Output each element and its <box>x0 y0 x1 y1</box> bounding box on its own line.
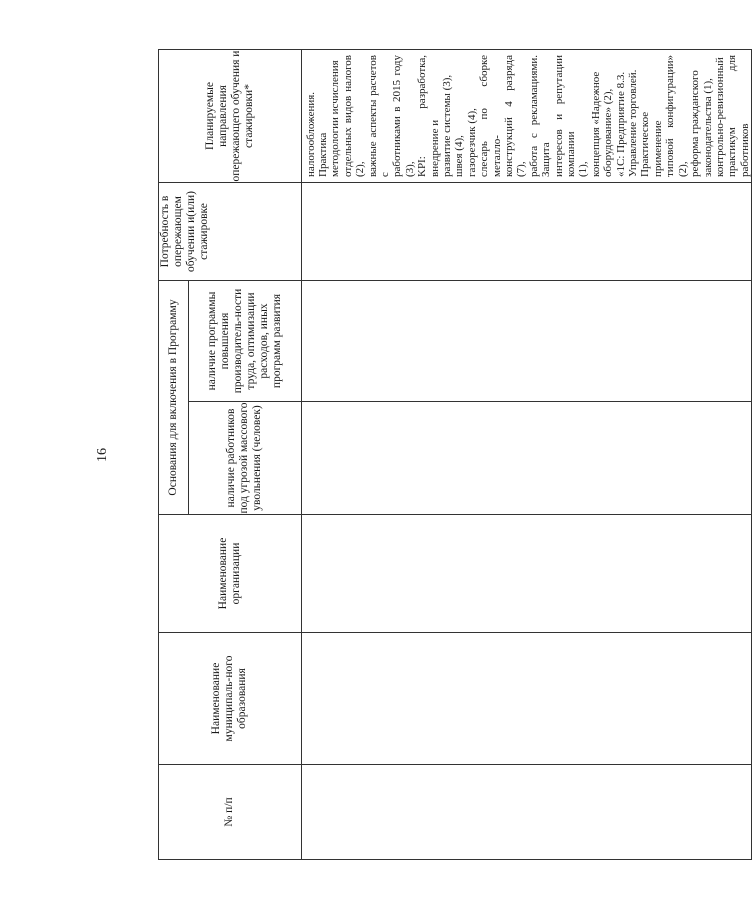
directions-line: реформа гражданского <box>689 70 702 177</box>
directions-line: практикум для работников <box>726 55 751 177</box>
directions-line: (1), <box>577 161 590 177</box>
cell-municipality <box>301 633 752 765</box>
directions-line: «1С: Предприятие 8.3. <box>614 71 627 177</box>
page-number: 16 <box>95 448 110 462</box>
directions-line: законодательства (1), <box>701 78 714 177</box>
header-municipality: Наименование муниципаль-ного образования <box>158 633 301 765</box>
header-directions: Планируемые направления опережающего обучения и стажировки* <box>158 50 301 183</box>
directions-line: интересов и репутации компании <box>552 55 578 177</box>
directions-line: конструкций 4 разряда (7), <box>503 55 528 177</box>
directions-line: важные аспекты расчетов с <box>366 55 391 177</box>
directions-line: концепция «Надежное <box>589 71 602 177</box>
header-basis-programs: наличие программы повышения производитель-ности труда, оптимизации расходов, иных программ развития <box>188 281 301 402</box>
directions-line: Практическое применение <box>639 111 664 177</box>
directions-line: развитие системы (3), <box>440 74 453 177</box>
directions-line: KPI: разработка, внедрение и <box>416 55 441 177</box>
directions-line: слесарь по сборке металло- <box>478 55 503 177</box>
cell-basis-programs <box>301 281 752 402</box>
directions-line: методологии исчисления <box>329 60 342 177</box>
directions-line: налогообложения. Практика <box>304 91 329 177</box>
cell-organization <box>301 515 752 633</box>
header-number: № п/п <box>158 765 301 860</box>
organizations-table <box>95 49 752 860</box>
directions-line: газорезчик (4), <box>465 108 478 177</box>
cell-need <box>301 183 752 281</box>
header-need: Потребность в опережающем обучении и(или) стажировке <box>158 183 301 281</box>
directions-line: Управление торговлей. <box>627 69 640 177</box>
directions-line: оборудование» (2), <box>602 88 615 177</box>
directions-line: работа с рекламациями. Защита <box>527 55 553 177</box>
directions-line: швея (4), <box>453 135 466 177</box>
directions-line: типовой конфигурации» (2), <box>664 55 689 177</box>
header-basis-layoffs: наличие работников под угрозой массового увольнения (человек) <box>188 402 301 515</box>
cell-number <box>301 765 752 860</box>
cell-directions <box>301 50 752 183</box>
header-organization: Наименование организации <box>158 515 301 633</box>
directions-line: отдельных видов налогов (2), <box>341 55 367 177</box>
rotated-sheet <box>95 50 751 860</box>
directions-line: работниками в 2015 году (3), <box>391 55 416 177</box>
cell-basis-layoffs <box>301 402 752 515</box>
directions-list <box>302 50 752 182</box>
directions-line: контрольно-ревизионный <box>713 57 726 177</box>
header-basis-group: Основания для включения в Программу <box>158 281 188 515</box>
